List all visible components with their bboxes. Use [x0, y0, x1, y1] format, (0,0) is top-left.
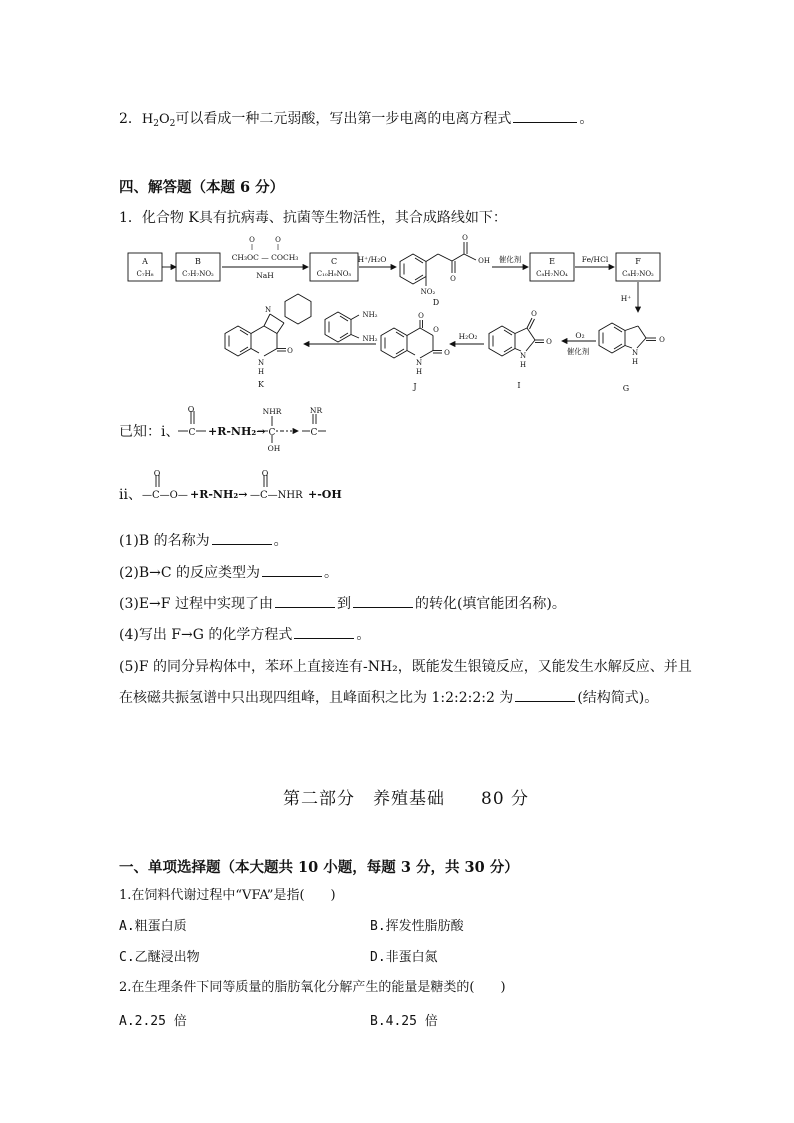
structure-k — [225, 294, 311, 356]
reagent-nah: NaH — [256, 271, 274, 280]
answer-blank[interactable] — [212, 530, 272, 545]
structure-d — [400, 242, 476, 286]
formula-a: C₇H₈ — [136, 270, 154, 278]
known-ii-right: —C—NHR — [250, 490, 303, 501]
nh2-b: NH₂ — [362, 335, 378, 343]
sub-question-5-line2: 在核磁共振氢谱中只出现四组峰，且峰面积之比为 1:2:2:2:2 为 (结构简式)。 — [119, 687, 658, 707]
option-a[interactable]: A.2.25 倍 — [119, 1014, 187, 1029]
g-n: N — [631, 349, 639, 357]
nh2-a: NH₂ — [362, 311, 378, 319]
part2-section-1-heading: 一、单项选择题（本大题共 10 小题，每题 3 分，共 30 分） — [119, 859, 519, 876]
label-j: J — [413, 382, 417, 391]
label-f: F — [635, 257, 641, 266]
sub-question-3: (3)E→F 过程中实现了由 到 的转化(填官能团名称)。 — [119, 593, 566, 613]
option-a[interactable]: A.粗蛋白质 — [119, 919, 187, 934]
formula-h2o2: $H_2O_2$ — [141, 112, 176, 129]
section-4-intro: 1．化合物 K具有抗病毒、抗菌等生物活性，其合成路线如下： — [119, 210, 507, 226]
reagent-o2: O — [275, 236, 281, 244]
known-ii-left: —C—O— — [142, 490, 188, 501]
question-2 — [119, 108, 593, 129]
answer-blank[interactable] — [513, 108, 577, 123]
svg-text:O: O — [261, 470, 269, 478]
d-no2: NO₂ — [420, 288, 436, 296]
label-c: C — [330, 257, 338, 266]
known-i-diagram — [176, 404, 356, 454]
o2: O₂ — [575, 331, 585, 340]
h-plus: H⁺ — [620, 294, 632, 303]
k-n2: N — [257, 359, 265, 367]
sub-question-1: (1)B 的名称为 。 — [119, 530, 288, 550]
sub-question-5-line1: (5)F 的同分异构体中，苯环上直接连有-NH₂，既能发生银镜反应，又能发生水解反应、并且 — [119, 659, 692, 675]
part2-question-2: 2.在生理条件下同等质量的脂肪氧化分解产生的能量是糖类的( ) — [119, 980, 506, 995]
formula-f: C₈H₇NO₂ — [622, 270, 654, 278]
question-text: 可以看成一种二元弱酸，写出第一步电离的电离方程式 — [175, 111, 512, 127]
k-n1: N — [264, 306, 272, 314]
reagent-top: CH₃OC — COCH₃ — [231, 253, 299, 262]
catalyst-2: 催化剂 — [566, 347, 590, 356]
k-h: H — [257, 368, 265, 376]
g-o: O — [659, 336, 665, 344]
known-i — [119, 421, 179, 441]
known-i-mid: +R-NH₂→ — [208, 425, 266, 438]
label-d: D — [432, 298, 440, 307]
k-o: O — [287, 347, 293, 355]
formula-b: C₇H₇NO₂ — [182, 270, 214, 278]
question-number: 2． — [119, 111, 142, 127]
structure-g — [599, 323, 656, 353]
svg-text:C: C — [188, 428, 196, 438]
known-i-oh: OH — [267, 444, 281, 453]
svg-text:O: O — [187, 405, 195, 414]
structure-diamine — [325, 312, 359, 342]
option-b[interactable]: B.挥发性脂肪酸 — [370, 919, 464, 934]
synthesis-scheme — [118, 228, 678, 398]
option-c[interactable]: C.乙醚浸出物 — [119, 950, 200, 965]
d-o: O — [450, 275, 456, 283]
svg-text:C: C — [310, 428, 318, 438]
known-i-nr: NR — [309, 406, 323, 415]
j-n: N — [415, 359, 423, 367]
answer-blank[interactable] — [353, 593, 413, 608]
section-heading-4: 四、解答题（本题 6 分） — [119, 179, 285, 196]
answer-blank[interactable] — [515, 687, 575, 702]
period: 。 — [579, 111, 594, 127]
j-o2: O — [433, 326, 439, 334]
label-a: A — [142, 257, 148, 266]
known-ii-label: ii、 — [119, 487, 142, 503]
formula-c: C₁₀H₉NO₅ — [316, 270, 352, 278]
known-ii-diagram — [140, 470, 350, 510]
d-o-top: O — [462, 234, 468, 242]
catalyst-1: 催化剂 — [498, 255, 522, 264]
part2-question-1: 1.在饲料代谢过程中“VFA”是指( ) — [119, 888, 336, 903]
d-oh: OH — [478, 257, 490, 265]
known-label: 已知：i、 — [119, 424, 180, 440]
answer-blank[interactable] — [262, 562, 322, 577]
known-ii-end: +-OH — [308, 488, 342, 501]
i-o2: O — [546, 338, 552, 346]
label-b: B — [195, 257, 201, 266]
label-i: I — [517, 381, 521, 390]
known-ii — [119, 484, 142, 504]
i-o1: O — [531, 310, 537, 318]
h2o2: H₂O₂ — [458, 332, 478, 341]
structure-i — [489, 318, 544, 356]
formula-e: C₈H₇NO₄ — [536, 270, 568, 278]
part-2-title: 第二部分 养殖基础 80 分 — [283, 789, 530, 809]
j-h: H — [415, 368, 423, 376]
label-g: G — [622, 384, 630, 393]
j-o3: O — [444, 349, 450, 357]
g-h: H — [631, 358, 639, 366]
sub-question-2: (2)B→C 的反应类型为 。 — [119, 562, 338, 582]
sub-question-4: (4)写出 F→G 的化学方程式 。 — [119, 624, 370, 644]
known-i-nhr: NHR — [262, 407, 282, 416]
svg-text:C: C — [268, 428, 276, 438]
option-b[interactable]: B.4.25 倍 — [370, 1014, 438, 1029]
svg-text:O: O — [153, 470, 161, 478]
hydrolysis: H⁺/H₂O — [357, 255, 387, 264]
reagent-o1: O — [249, 236, 255, 244]
i-n: N — [519, 352, 527, 360]
j-o1: O — [418, 312, 424, 320]
answer-blank[interactable] — [294, 624, 354, 639]
label-k: K — [258, 380, 264, 389]
fe-hcl: Fe/HCl — [581, 255, 609, 264]
label-e: E — [549, 257, 555, 266]
i-h: H — [519, 361, 527, 369]
known-ii-mid: +R-NH₂→ — [190, 488, 248, 501]
option-d[interactable]: D.非蛋白氮 — [370, 950, 438, 965]
answer-blank[interactable] — [275, 593, 335, 608]
